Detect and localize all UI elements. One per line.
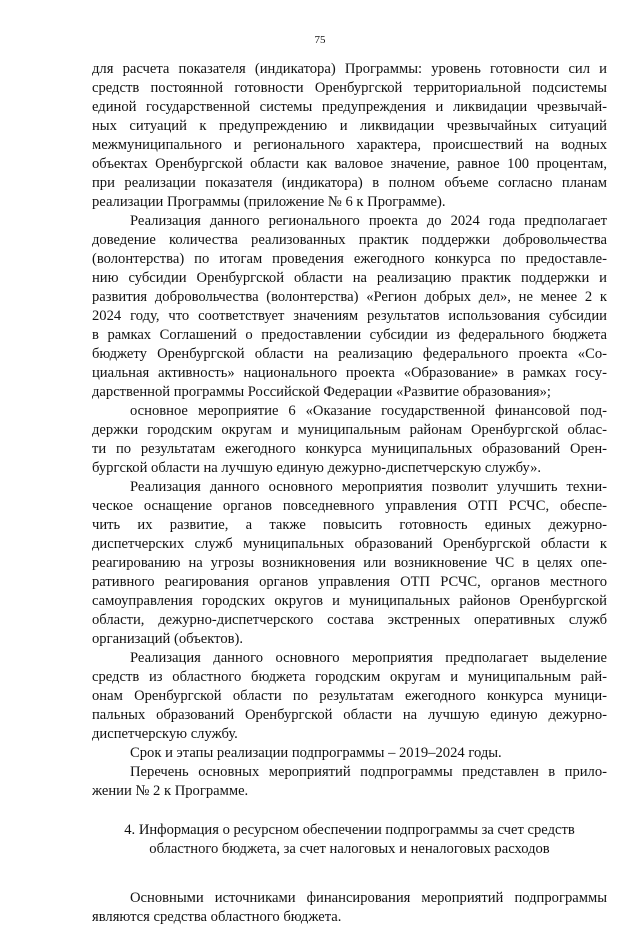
text-line: бургской области на лучшую единую дежурно-диспетчерскую службу». [92, 460, 542, 476]
text-line: бюджету Оренбургской области на реализацию федерального проекта «Со- [92, 346, 607, 362]
text-line: доведение количества реализованных практик поддержки добровольчества [92, 232, 607, 248]
text-line: Срок и этапы реализации подпрограммы – 2019–2024 годы. [130, 745, 502, 761]
text-line: дарственной программы Российской Федерации «Развитие образования»; [92, 384, 551, 400]
text-line: пальных образований Оренбургской области на лучшую единую дежурно- [92, 707, 607, 723]
text-line: единой государственной системы предупреждения и ликвидации чрезвычай- [92, 99, 607, 115]
text-line: диспетчерских служб муниципальных образований Оренбургской области к [92, 536, 607, 552]
paragraph-7 [92, 763, 607, 801]
text-line: диспетчерскую службу. [92, 726, 238, 742]
paragraph-1 [92, 60, 607, 212]
text-line: для расчета показателя (индикатора) Программы: уровень готовности сил и [92, 61, 607, 77]
text-line: циальная активность» национального проекта «Образование» в рамках госу- [92, 365, 607, 381]
text-line: организаций (объектов). [92, 631, 244, 647]
text-line: развития добровольчества (волонтерства) «Регион добрых дел», не менее 2 к [92, 289, 607, 305]
text-line: Перечень основных мероприятий подпрограммы представлен в прило- [130, 764, 607, 780]
page-number: 75 [314, 34, 326, 46]
paragraph-3 [92, 402, 607, 478]
text-line: держки городским округам и муниципальным районам Оренбургской облас- [92, 422, 607, 438]
paragraph-6 [92, 744, 607, 763]
text-line: жении № 2 к Программе. [92, 783, 249, 799]
text-line: ных ситуаций к предупреждению и ликвидации чрезвычайных ситуаций [92, 118, 607, 134]
spacer [92, 859, 607, 889]
text-line: Реализация данного регионального проекта до 2024 года предполагает [130, 213, 607, 229]
text-line: Реализация данного основного мероприятия предполагает выделение [130, 650, 607, 666]
text-line: объектах Оренбургской области как валовое значение, равное 100 процентам, [92, 156, 607, 172]
text-line: реализации Программы (приложение № 6 к Программе). [92, 194, 446, 210]
text-line: нию субсидии Оренбургской области на реализацию практик поддержки и [92, 270, 607, 286]
text-line: 2024 году, что соответствует значениям результатов использования субсидии [92, 308, 607, 324]
paragraph-8 [92, 889, 607, 927]
text-line: в рамках Соглашений о предоставлении субсидии из федерального бюджета [92, 327, 607, 343]
text-line: Основными источниками финансирования мероприятий подпрограммы [130, 890, 607, 906]
text-line: при реализации показателя (индикатора) в полном объеме согласно планам [92, 175, 607, 191]
text-line: Реализация данного основного мероприятия позволит улучшить техни- [130, 479, 607, 495]
text-line: средств постоянной готовности Оренбургской территориальной подсистемы [92, 80, 607, 96]
text-line: онам Оренбургской области по результатам ежегодного конкурса муници- [92, 688, 607, 704]
paragraph-4 [92, 478, 607, 649]
section-heading [92, 821, 607, 859]
text-line: самоуправления городских округов и муниципальных районов Оренбургской [92, 593, 607, 609]
text-line: реагированию на угрозы возникновения или возникновение ЧС в целях опе- [92, 555, 607, 571]
document-body [92, 60, 607, 927]
text-line: средств из областного бюджета городским округам и муниципальным рай- [92, 669, 607, 685]
text-line: ческое оснащение органов повседневного управления ОТП РСЧС, обеспе- [92, 498, 607, 514]
paragraph-2 [92, 212, 607, 402]
text-line: ти по результатам ежегодного конкурса муниципальных образований Орен- [92, 441, 607, 457]
text-line: (волонтерства) по итогам проведения ежегодного конкурса по предоставле- [92, 251, 607, 267]
text-line: чить их развитие, а также повысить готовность единых дежурно- [92, 517, 607, 533]
text-line: области, дежурно-диспетчерского состава экстренных оперативных служб [92, 612, 607, 628]
heading-line: областного бюджета, за счет налоговых и неналоговых расходов [149, 841, 550, 857]
text-line: ративного реагирования органов управления ОТП РСЧС, органов местного [92, 574, 607, 590]
heading-line: 4. Информация о ресурсном обеспечении подпрограммы за счет средств [124, 822, 575, 838]
text-line: основное мероприятие 6 «Оказание государственной финансовой под- [130, 403, 607, 419]
paragraph-5 [92, 649, 607, 744]
text-line: являются средства областного бюджета. [92, 909, 342, 925]
text-line: межмуниципального и регионального характера, происшествий на водных [92, 137, 607, 153]
